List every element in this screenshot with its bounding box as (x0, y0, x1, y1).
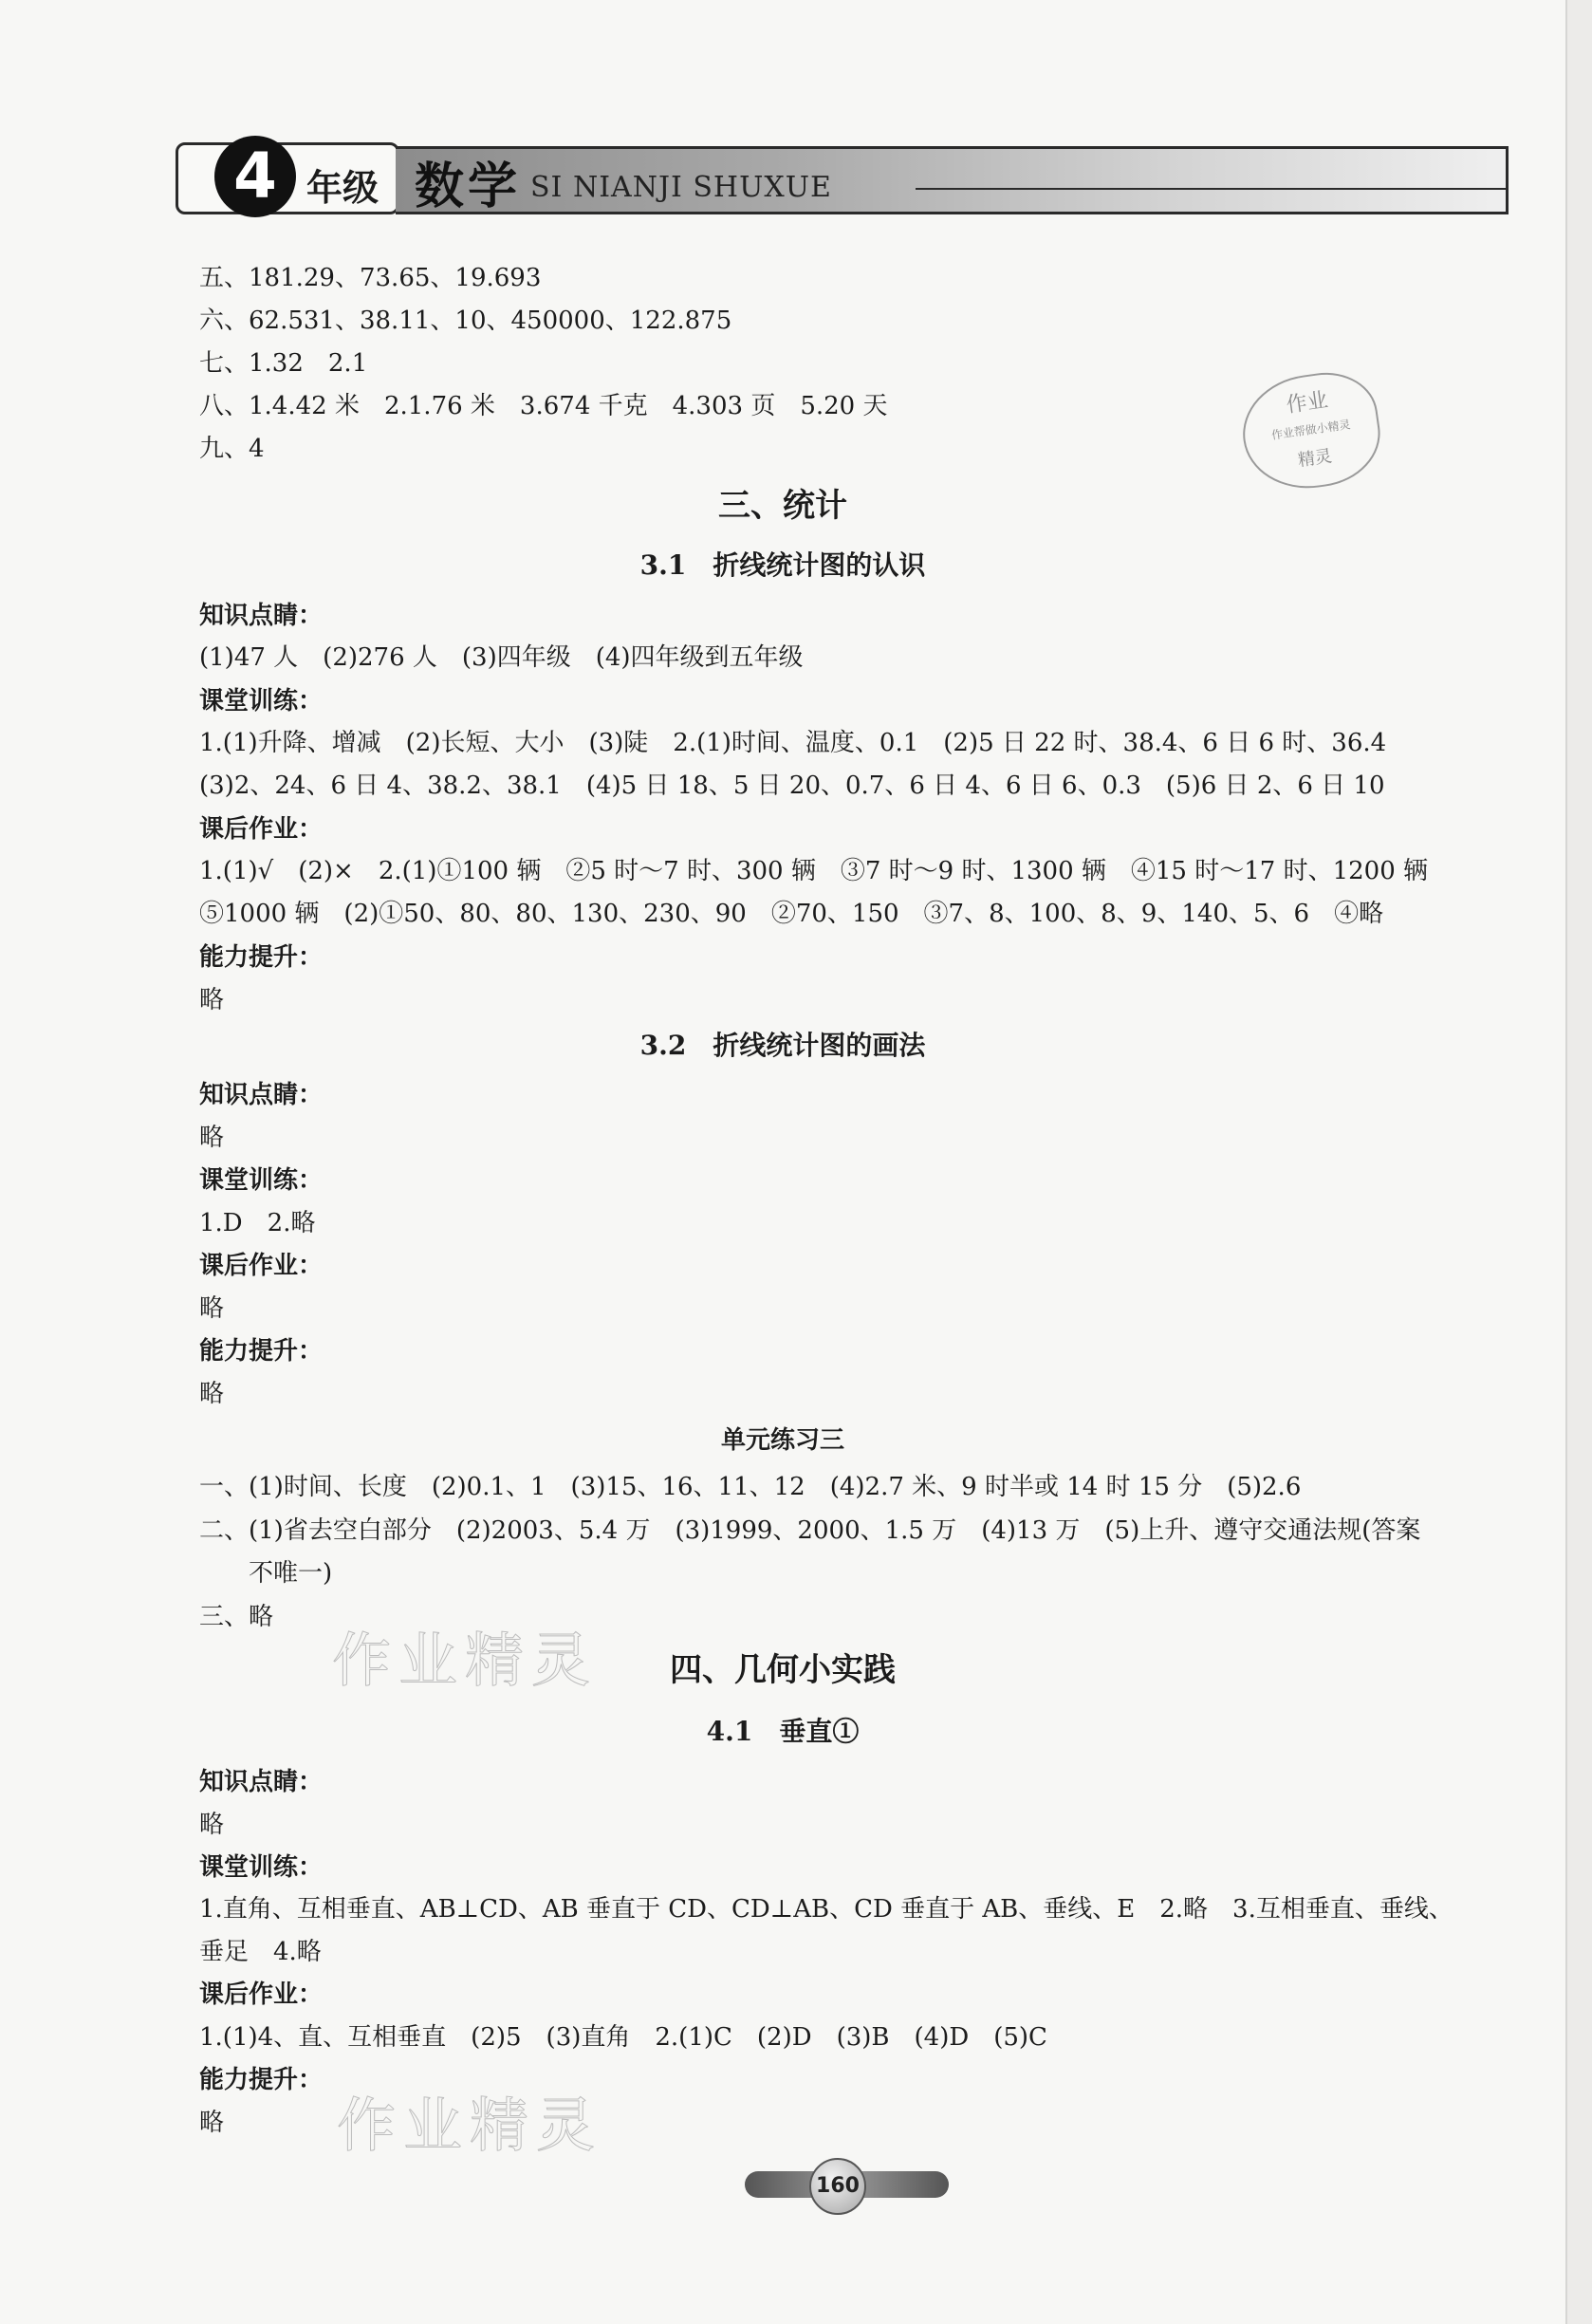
answer-line: 九、4 (199, 435, 265, 463)
ability-label: 能力提升： (199, 1337, 324, 1366)
grade-label: 年级 (306, 167, 379, 209)
class-training-answer: 1.D 2.略 (199, 1209, 316, 1237)
answer-line: 六、62.531、38.11、10、450000、122.875 (199, 307, 732, 335)
class-training-label: 课堂训练： (199, 1166, 324, 1195)
unit-exercise-line: 三、略 (199, 1603, 274, 1631)
chapter-title: 三、统计 (718, 487, 847, 525)
watermark-text: 作业精灵 (332, 1626, 599, 1695)
unit-exercise-title: 单元练习三 (720, 1426, 844, 1455)
ability-label: 能力提升： (199, 2066, 324, 2094)
knowledge-answer: 略 (199, 1811, 225, 1839)
homework-label: 课后作业： (199, 1980, 324, 2009)
section-title: 3.2 折线统计图的画法 (639, 1030, 926, 1061)
stamp-line-3: 精灵 (1296, 446, 1334, 472)
answer-line: 八、1.4.42 米 2.1.76 米 3.674 千克 4.303 页 5.20 天 (199, 392, 888, 420)
ability-answer: 略 (199, 986, 225, 1014)
unit-exercise-line: 二、(1)省去空白部分 (2)2003、5.4 万 (3)1999、2000、1.5 万 (4)13 万 (5)上升、遵守交通法规(答案 (199, 1516, 1421, 1545)
knowledge-answer: (1)47 人 (2)276 人 (3)四年级 (4)四年级到五年级 (199, 643, 804, 672)
knowledge-label: 知识点睛： (199, 602, 324, 630)
knowledge-answer: 略 (199, 1124, 225, 1152)
section-title: 4.1 垂直① (706, 1716, 860, 1747)
chapter-title: 四、几何小实践 (670, 1651, 896, 1689)
watermark-text: 作业精灵 (337, 2091, 603, 2160)
unit-exercise-line: 不唯一) (199, 1559, 333, 1588)
answer-line: 七、1.32 2.1 (199, 349, 368, 378)
class-training-line: (3)2、24、6 日 4、38.2、38.1 (4)5 日 18、5 日 20、0.7、6 日 4、6 日 6、0.3 (5)6 日 2、6 日 10 (199, 772, 1385, 800)
ability-label: 能力提升： (199, 943, 324, 972)
class-training-line: 垂足 4.略 (199, 1938, 322, 1966)
class-training-line: 1.(1)升降、增减 (2)长短、大小 (3)陡 2.(1)时间、温度、0.1 (2)5 日 22 时、38.4、6 日 6 时、36.4 (199, 729, 1387, 757)
answer-line: 五、181.29、73.65、19.693 (199, 264, 542, 292)
homework-line: ⑤1000 辆 (2)①50、80、80、130、230、90 ②70、150 ③7、8、100、8、9、140、5、6 ④略 (199, 900, 1384, 928)
stamp-seal (1235, 366, 1386, 497)
header-rule (916, 188, 1506, 190)
grade-number: 4 (214, 136, 296, 217)
stamp-line-2: 作业帮做小精灵 (1270, 418, 1352, 442)
homework-label: 课后作业： (199, 815, 324, 844)
class-training-label: 课堂训练： (199, 1853, 324, 1882)
homework-label: 课后作业： (199, 1252, 324, 1280)
ability-answer: 略 (199, 1380, 225, 1408)
homework-line: 1.(1)√ (2)× 2.(1)①100 辆 ②5 时～7 时、300 辆 ③7 时～9 时、1300 辆 ④15 时～17 时、1200 辆 (199, 857, 1429, 885)
homework-answer: 略 (199, 1294, 225, 1323)
page-header (176, 139, 1509, 228)
page-number-badge (745, 2164, 949, 2202)
homework-answer: 1.(1)4、直、互相垂直 (2)5 (3)直角 2.(1)C (2)D (3)B (4)D (5)C (199, 2023, 1047, 2052)
class-training-label: 课堂训练： (199, 687, 324, 716)
page-number: 160 (809, 2158, 866, 2215)
knowledge-label: 知识点睛： (199, 1768, 324, 1796)
class-training-line: 1.直角、互相垂直、AB⊥CD、AB 垂直于 CD、CD⊥AB、CD 垂直于 AB、垂线、E 2.略 3.互相垂直、垂线、 (199, 1895, 1453, 1924)
section-title: 3.1 折线统计图的认识 (639, 549, 926, 581)
subject-title: 数学 (415, 158, 522, 215)
stamp-line-1: 作业 (1285, 388, 1330, 418)
subject-pinyin: SI NIANJI SHUXUE (530, 171, 832, 204)
knowledge-label: 知识点睛： (199, 1081, 324, 1109)
ability-answer: 略 (199, 2109, 225, 2137)
unit-exercise-line: 一、(1)时间、长度 (2)0.1、1 (3)15、16、11、12 (4)2.7 米、9 时半或 14 时 15 分 (5)2.6 (199, 1473, 1302, 1501)
grade-badge (176, 139, 399, 214)
